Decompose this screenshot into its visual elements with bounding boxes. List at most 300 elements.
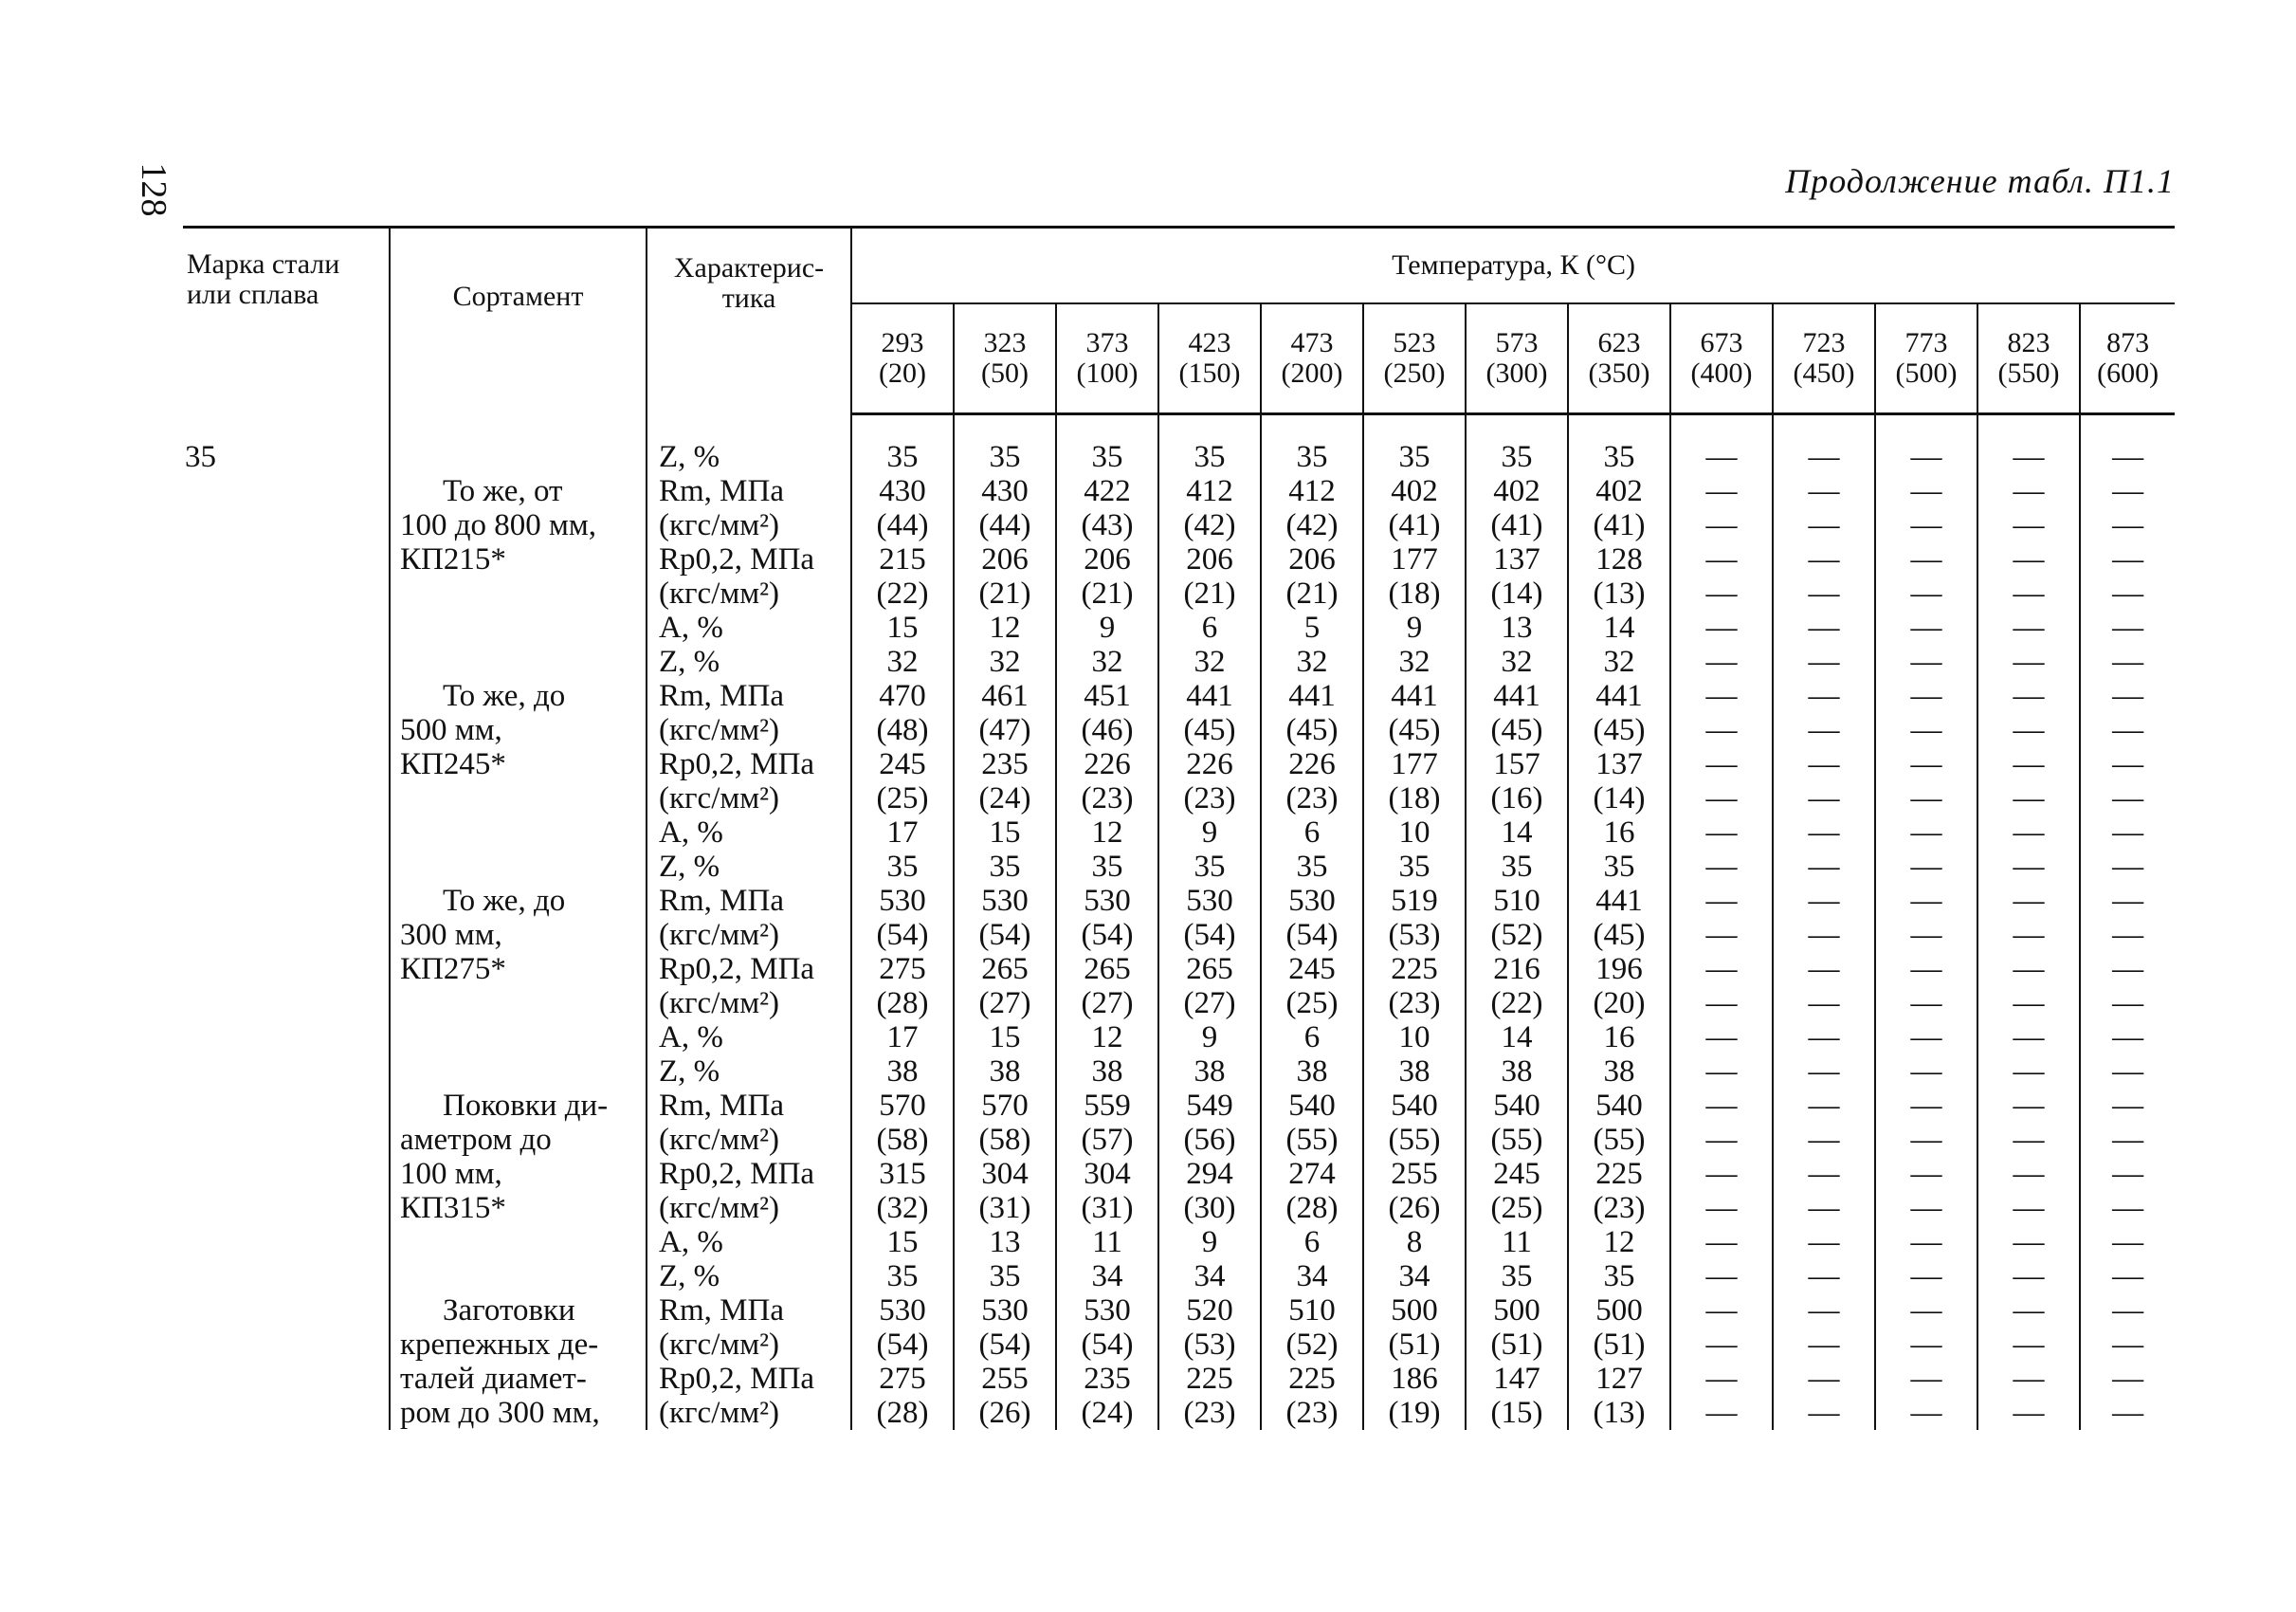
value-cell: 441: [1158, 679, 1261, 713]
value-cell: 274: [1261, 1157, 1363, 1191]
empty-value-dash: —: [1875, 508, 1977, 542]
grade-cell-empty: [183, 645, 390, 679]
empty-value-dash: —: [1670, 850, 1773, 884]
value-cell: (53): [1363, 918, 1466, 952]
value-cell: 6: [1261, 815, 1363, 850]
value-cell: (24): [954, 781, 1056, 815]
empty-value-dash: —: [2080, 1362, 2175, 1396]
temperature-kelvin: 473: [1290, 327, 1334, 358]
characteristic-cell: (кгс/мм²): [647, 1191, 851, 1225]
grade-cell-empty: [183, 1191, 390, 1225]
empty-value-dash: —: [1977, 815, 2080, 850]
empty-value-dash: —: [1977, 952, 2080, 986]
value-cell: (54): [1261, 918, 1363, 952]
value-cell: (25): [1466, 1191, 1568, 1225]
table-row: [183, 1259, 2175, 1293]
temperature-column-header: [2080, 303, 2175, 414]
sortament-cell: [390, 508, 647, 542]
empty-value-dash: —: [1977, 1293, 2080, 1328]
sortament-cell: [390, 1157, 647, 1191]
value-cell: (45): [1261, 713, 1363, 747]
empty-value-dash: —: [1875, 747, 1977, 781]
value-cell: 15: [851, 1225, 954, 1259]
sortament-cell: [390, 542, 647, 577]
empty-value-dash: —: [1670, 611, 1773, 645]
temperature-column-header: [1363, 303, 1466, 414]
empty-value-dash: —: [1977, 884, 2080, 918]
value-cell: 127: [1568, 1362, 1670, 1396]
temperature-celsius: (600): [2097, 357, 2159, 389]
empty-value-dash: —: [1977, 850, 2080, 884]
table-row: [183, 679, 2175, 713]
sortament-cell: [390, 1293, 647, 1328]
empty-value-dash: —: [1977, 1020, 2080, 1054]
value-cell: 540: [1466, 1089, 1568, 1123]
table-row: [183, 815, 2175, 850]
sortament-column-header: Сортамент: [390, 228, 647, 414]
table-row: [183, 577, 2175, 611]
grade-cell-empty: [183, 1157, 390, 1191]
temperature-celsius: (250): [1383, 357, 1446, 389]
temperature-celsius: (100): [1076, 357, 1139, 389]
sortament-cell: [390, 577, 647, 611]
temperature-kelvin: 373: [1085, 327, 1129, 358]
empty-value-dash: —: [1670, 679, 1773, 713]
empty-value-dash: —: [2080, 1328, 2175, 1362]
empty-value-dash: —: [2080, 1089, 2175, 1123]
characteristic-cell: Rp0,2, МПа: [647, 1362, 851, 1396]
empty-value-dash: —: [1670, 918, 1773, 952]
empty-value-dash: —: [1875, 1157, 1977, 1191]
value-cell: 412: [1158, 474, 1261, 508]
value-cell: 177: [1363, 542, 1466, 577]
empty-value-dash: —: [2080, 1123, 2175, 1157]
sortament-cell: [390, 611, 647, 645]
value-cell: 35: [851, 850, 954, 884]
grade-cell-empty: [183, 986, 390, 1020]
value-cell: 32: [1568, 645, 1670, 679]
sortament-line: Заготовки: [443, 1293, 575, 1328]
table-caption: Продолжение табл. П1.1: [1785, 162, 2175, 200]
temperature-celsius: (400): [1690, 357, 1753, 389]
table-row: [183, 1054, 2175, 1089]
value-cell: 315: [851, 1157, 954, 1191]
value-cell: (23): [1261, 1396, 1363, 1430]
empty-value-dash: —: [1670, 577, 1773, 611]
temperature-celsius: (500): [1895, 357, 1958, 389]
temperature-kelvin: 573: [1495, 327, 1539, 358]
temperature-celsius: (300): [1485, 357, 1548, 389]
table-row: [183, 884, 2175, 918]
value-cell: (51): [1466, 1328, 1568, 1362]
value-cell: (32): [851, 1191, 954, 1225]
empty-value-dash: —: [1670, 1362, 1773, 1396]
empty-value-dash: —: [1977, 781, 2080, 815]
characteristic-cell: A, %: [647, 1020, 851, 1054]
sortament-line: То же, до: [443, 884, 566, 918]
empty-value-dash: —: [1773, 679, 1875, 713]
empty-value-dash: —: [1875, 440, 1977, 474]
empty-value-dash: —: [1977, 1089, 2080, 1123]
empty-value-dash: —: [1875, 815, 1977, 850]
characteristic-cell: (кгс/мм²): [647, 986, 851, 1020]
table-row: [183, 850, 2175, 884]
temperature-column-header: [1977, 303, 2080, 414]
table-row: [183, 918, 2175, 952]
sortament-cell: [390, 440, 647, 474]
value-cell: 6: [1158, 611, 1261, 645]
value-cell: 255: [954, 1362, 1056, 1396]
grade-cell-empty: [183, 1225, 390, 1259]
temperature-column-header: [1875, 303, 1977, 414]
value-cell: 245: [851, 747, 954, 781]
empty-value-dash: —: [1670, 952, 1773, 986]
value-cell: 35: [1466, 440, 1568, 474]
empty-value-dash: —: [1977, 713, 2080, 747]
value-cell: 11: [1056, 1225, 1158, 1259]
value-cell: (53): [1158, 1328, 1261, 1362]
value-cell: 13: [1466, 611, 1568, 645]
empty-value-dash: —: [1875, 1259, 1977, 1293]
empty-value-dash: —: [2080, 1157, 2175, 1191]
value-cell: 137: [1568, 747, 1670, 781]
grade-cell-empty: [183, 713, 390, 747]
empty-value-dash: —: [2080, 679, 2175, 713]
value-cell: 34: [1261, 1259, 1363, 1293]
sortament-cell: [390, 952, 647, 986]
value-cell: 402: [1568, 474, 1670, 508]
value-cell: 177: [1363, 747, 1466, 781]
value-cell: 294: [1158, 1157, 1261, 1191]
empty-value-dash: —: [1670, 508, 1773, 542]
sortament-line: То же, от: [443, 474, 563, 508]
empty-value-dash: —: [1773, 1362, 1875, 1396]
value-cell: 245: [1261, 952, 1363, 986]
empty-value-dash: —: [1670, 747, 1773, 781]
value-cell: 137: [1466, 542, 1568, 577]
characteristic-cell: Z, %: [647, 645, 851, 679]
value-cell: 6: [1261, 1225, 1363, 1259]
empty-value-dash: —: [2080, 815, 2175, 850]
value-cell: (14): [1466, 577, 1568, 611]
empty-value-dash: —: [1773, 1259, 1875, 1293]
table-row: [183, 645, 2175, 679]
value-cell: 530: [1056, 884, 1158, 918]
temperature-column-header: [954, 303, 1056, 414]
value-cell: (54): [954, 918, 1056, 952]
table-row: [183, 781, 2175, 815]
table-row: [183, 508, 2175, 542]
empty-value-dash: —: [2080, 577, 2175, 611]
value-cell: 559: [1056, 1089, 1158, 1123]
value-cell: 16: [1568, 1020, 1670, 1054]
value-cell: (42): [1261, 508, 1363, 542]
empty-value-dash: —: [1773, 986, 1875, 1020]
empty-value-dash: —: [1977, 747, 2080, 781]
sortament-cell: [390, 815, 647, 850]
value-cell: 225: [1261, 1362, 1363, 1396]
value-cell: (26): [1363, 1191, 1466, 1225]
empty-value-dash: —: [1977, 1157, 2080, 1191]
value-cell: 34: [1363, 1259, 1466, 1293]
value-cell: 10: [1363, 1020, 1466, 1054]
characteristic-cell: (кгс/мм²): [647, 918, 851, 952]
temperature-kelvin: 723: [1802, 327, 1846, 358]
empty-value-dash: —: [1773, 918, 1875, 952]
temperature-column-header: [1670, 303, 1773, 414]
empty-value-dash: —: [1977, 440, 2080, 474]
characteristic-cell: (кгс/мм²): [647, 577, 851, 611]
value-cell: 570: [954, 1089, 1056, 1123]
table-row: [183, 611, 2175, 645]
table-row: [183, 1328, 2175, 1362]
value-cell: (44): [851, 508, 954, 542]
value-cell: 441: [1568, 679, 1670, 713]
sortament-line: 300 мм,: [400, 918, 502, 952]
empty-value-dash: —: [1977, 1054, 2080, 1089]
value-cell: 35: [1466, 1259, 1568, 1293]
value-cell: (21): [1056, 577, 1158, 611]
value-cell: 38: [1568, 1054, 1670, 1089]
empty-value-dash: —: [2080, 1293, 2175, 1328]
value-cell: (55): [1466, 1123, 1568, 1157]
sortament-cell: [390, 679, 647, 713]
value-cell: (51): [1568, 1328, 1670, 1362]
value-cell: 510: [1261, 1293, 1363, 1328]
value-cell: (19): [1363, 1396, 1466, 1430]
value-cell: (21): [1261, 577, 1363, 611]
value-cell: 9: [1158, 1020, 1261, 1054]
value-cell: (23): [1056, 781, 1158, 815]
value-cell: 500: [1363, 1293, 1466, 1328]
value-cell: 12: [1056, 1020, 1158, 1054]
characteristic-cell: Rp0,2, МПа: [647, 747, 851, 781]
value-cell: (15): [1466, 1396, 1568, 1430]
sortament-line: ром до 300 мм,: [400, 1396, 600, 1430]
grade-cell-empty: [183, 1328, 390, 1362]
value-cell: 275: [851, 1362, 954, 1396]
grade-cell-empty: [183, 1054, 390, 1089]
empty-value-dash: —: [2080, 508, 2175, 542]
empty-value-dash: —: [1773, 1191, 1875, 1225]
value-cell: (55): [1568, 1123, 1670, 1157]
empty-value-dash: —: [1977, 1328, 2080, 1362]
sortament-line: талей диамет-: [400, 1362, 587, 1396]
empty-value-dash: —: [2080, 884, 2175, 918]
value-cell: 5: [1261, 611, 1363, 645]
sortament-cell: [390, 884, 647, 918]
sortament-line: Поковки ди-: [443, 1089, 609, 1123]
empty-value-dash: —: [1670, 1259, 1773, 1293]
value-cell: 235: [1056, 1362, 1158, 1396]
empty-value-dash: —: [1773, 1293, 1875, 1328]
value-cell: 32: [954, 645, 1056, 679]
value-cell: 35: [851, 1259, 954, 1293]
temperature-kelvin: 323: [983, 327, 1027, 358]
empty-value-dash: —: [1875, 850, 1977, 884]
value-cell: 11: [1466, 1225, 1568, 1259]
empty-value-dash: —: [2080, 440, 2175, 474]
empty-value-dash: —: [1875, 986, 1977, 1020]
value-cell: 35: [1056, 440, 1158, 474]
empty-value-dash: —: [1773, 577, 1875, 611]
value-cell: (23): [1568, 1191, 1670, 1225]
sortament-cell: [390, 1089, 647, 1123]
value-cell: (14): [1568, 781, 1670, 815]
value-cell: 35: [1568, 440, 1670, 474]
value-cell: 14: [1466, 815, 1568, 850]
empty-value-dash: —: [1773, 1020, 1875, 1054]
characteristic-cell: A, %: [647, 611, 851, 645]
empty-value-dash: —: [1773, 1157, 1875, 1191]
value-cell: (54): [1056, 918, 1158, 952]
value-cell: (30): [1158, 1191, 1261, 1225]
empty-value-dash: —: [1977, 1259, 2080, 1293]
temperature-kelvin: 293: [881, 327, 924, 358]
empty-value-dash: —: [2080, 1259, 2175, 1293]
characteristic-cell: Rm, МПа: [647, 1293, 851, 1328]
value-cell: 225: [1158, 1362, 1261, 1396]
characteristic-cell: Z, %: [647, 1054, 851, 1089]
value-cell: (13): [1568, 1396, 1670, 1430]
grade-cell-empty: [183, 1123, 390, 1157]
grade-cell-empty: [183, 815, 390, 850]
temperature-celsius: (450): [1793, 357, 1855, 389]
empty-value-dash: —: [1875, 952, 1977, 986]
value-cell: 255: [1363, 1157, 1466, 1191]
temperature-column-header: [1261, 303, 1363, 414]
empty-value-dash: —: [1977, 645, 2080, 679]
value-cell: (23): [1363, 986, 1466, 1020]
value-cell: 206: [1158, 542, 1261, 577]
value-cell: 12: [954, 611, 1056, 645]
value-cell: 35: [1158, 440, 1261, 474]
value-cell: 15: [954, 1020, 1056, 1054]
value-cell: 430: [954, 474, 1056, 508]
value-cell: 35: [954, 440, 1056, 474]
value-cell: (22): [851, 577, 954, 611]
empty-value-dash: —: [1670, 474, 1773, 508]
grade-cell-empty: [183, 1362, 390, 1396]
value-cell: 530: [851, 884, 954, 918]
empty-value-dash: —: [1670, 1020, 1773, 1054]
empty-value-dash: —: [1875, 781, 1977, 815]
empty-value-dash: —: [1773, 1396, 1875, 1430]
value-cell: 12: [1568, 1225, 1670, 1259]
sortament-cell: [390, 781, 647, 815]
value-cell: (24): [1056, 1396, 1158, 1430]
table-row: [183, 986, 2175, 1020]
value-cell: 13: [954, 1225, 1056, 1259]
value-cell: 510: [1466, 884, 1568, 918]
grade-cell-empty: [183, 577, 390, 611]
value-cell: (45): [1568, 918, 1670, 952]
value-cell: 9: [1158, 815, 1261, 850]
empty-value-dash: —: [1670, 1225, 1773, 1259]
table-row: [183, 1123, 2175, 1157]
value-cell: (25): [1261, 986, 1363, 1020]
empty-value-dash: —: [1670, 645, 1773, 679]
empty-value-dash: —: [1670, 815, 1773, 850]
empty-value-dash: —: [1977, 986, 2080, 1020]
value-cell: 245: [1466, 1157, 1568, 1191]
empty-value-dash: —: [1670, 1396, 1773, 1430]
empty-value-dash: —: [1875, 713, 1977, 747]
value-cell: (23): [1158, 781, 1261, 815]
value-cell: 38: [1363, 1054, 1466, 1089]
empty-value-dash: —: [1875, 1225, 1977, 1259]
empty-value-dash: —: [1875, 1293, 1977, 1328]
value-cell: 206: [954, 542, 1056, 577]
value-cell: 8: [1363, 1225, 1466, 1259]
value-cell: 304: [1056, 1157, 1158, 1191]
empty-value-dash: —: [1977, 1191, 2080, 1225]
value-cell: 32: [1363, 645, 1466, 679]
temperature-column-header: [1568, 303, 1670, 414]
value-cell: 34: [1158, 1259, 1261, 1293]
value-cell: 6: [1261, 1020, 1363, 1054]
empty-value-dash: —: [1773, 1225, 1875, 1259]
characteristic-cell: Rm, МПа: [647, 474, 851, 508]
characteristic-cell: (кгс/мм²): [647, 781, 851, 815]
temperature-celsius: (150): [1178, 357, 1241, 389]
value-cell: 265: [1158, 952, 1261, 986]
empty-value-dash: —: [1773, 815, 1875, 850]
value-cell: 206: [1056, 542, 1158, 577]
sortament-line: крепежных де-: [400, 1328, 599, 1362]
value-cell: (58): [851, 1123, 954, 1157]
value-cell: 35: [1568, 850, 1670, 884]
value-cell: 412: [1261, 474, 1363, 508]
empty-value-dash: —: [1773, 1123, 1875, 1157]
value-cell: 530: [1056, 1293, 1158, 1328]
characteristic-cell: A, %: [647, 815, 851, 850]
grade-cell-empty: [183, 1396, 390, 1430]
value-cell: 265: [1056, 952, 1158, 986]
value-cell: 9: [1056, 611, 1158, 645]
value-cell: (18): [1363, 781, 1466, 815]
empty-value-dash: —: [1875, 1191, 1977, 1225]
table-row: [183, 474, 2175, 508]
empty-value-dash: —: [1670, 713, 1773, 747]
grade-cell-empty: [183, 542, 390, 577]
characteristic-cell: Rp0,2, МПа: [647, 542, 851, 577]
value-cell: 540: [1363, 1089, 1466, 1123]
value-cell: 520: [1158, 1293, 1261, 1328]
sortament-cell: [390, 1020, 647, 1054]
value-cell: 15: [954, 815, 1056, 850]
sortament-line: 100 до 800 мм,: [400, 508, 597, 542]
characteristic-cell: (кгс/мм²): [647, 1123, 851, 1157]
empty-value-dash: —: [1977, 1225, 2080, 1259]
sortament-line: КП245*: [400, 747, 506, 781]
table-row: [183, 1396, 2175, 1430]
sortament-cell: [390, 918, 647, 952]
value-cell: 38: [1056, 1054, 1158, 1089]
value-cell: (56): [1158, 1123, 1261, 1157]
temperature-column-header: [1158, 303, 1261, 414]
empty-value-dash: —: [2080, 1225, 2175, 1259]
grade-cell-empty: [183, 508, 390, 542]
value-cell: (27): [954, 986, 1056, 1020]
value-cell: 530: [954, 1293, 1056, 1328]
empty-value-dash: —: [2080, 1191, 2175, 1225]
sortament-line: КП215*: [400, 542, 506, 577]
temperature-column-header: [1773, 303, 1875, 414]
value-cell: 225: [1568, 1157, 1670, 1191]
value-cell: 32: [1261, 645, 1363, 679]
page-number: 128: [134, 162, 173, 217]
